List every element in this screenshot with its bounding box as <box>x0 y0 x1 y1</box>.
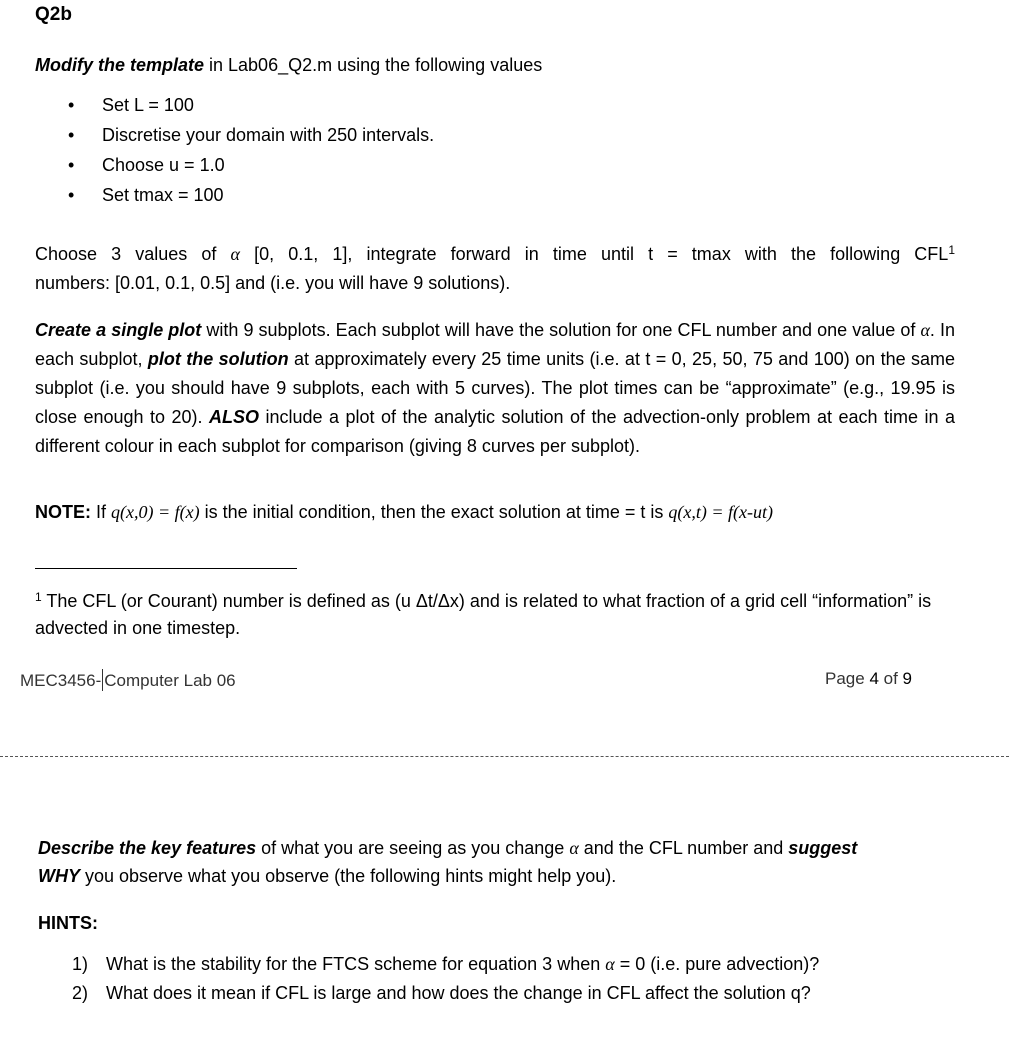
paragraph-line: numbers: [0.01, 0.1, 0.5] and (i.e. you will have 9 solutions). <box>35 273 511 293</box>
note-label: NOTE: <box>35 502 91 522</box>
alpha-symbol: α <box>605 954 615 974</box>
text-run: of what you are seeing as you change <box>256 838 570 858</box>
page-of: of <box>878 669 903 688</box>
text-run: What is the stability for the FTCS scheme for equation 3 when <box>106 954 606 974</box>
math-expression: q(x,0) = f(x) <box>111 502 200 522</box>
page-footer-course <box>20 669 236 691</box>
hint-number: 1) <box>72 954 89 974</box>
bullet-icon: • <box>68 185 75 205</box>
text-run: with 9 subplots. Each subplot will have the solution for one CFL number and one value of <box>201 320 921 340</box>
bullet-item: Set L = 100 <box>102 95 194 115</box>
footnote-marker: 1 <box>35 590 42 604</box>
intro-text: in Lab06_Q2.m using the following values <box>204 55 543 75</box>
emphasis-text: ALSO <box>209 407 260 427</box>
footnote-separator <box>35 568 297 569</box>
text-run: = 0 (i.e. pure advection)? <box>614 954 820 974</box>
page-current: 4 <box>869 669 879 688</box>
emphasis-text: plot the solution <box>147 349 289 369</box>
text-run: is the initial condition, then the exact solution at time = t is <box>199 502 669 522</box>
footnote-marker: 1 <box>948 243 956 257</box>
emphasis-text: Describe the key features <box>38 838 257 858</box>
emphasis-text: Create a single plot <box>35 320 202 340</box>
text-run: Choose 3 values of <box>35 244 231 264</box>
intro-emphasis: Modify the template <box>35 55 205 75</box>
hint-number: 2) <box>72 983 89 1003</box>
paragraph-line <box>35 236 955 269</box>
bullet-icon: • <box>68 125 75 145</box>
text-run: you observe what you observe (the following hints might help you). <box>80 866 617 886</box>
question-label: Q2b <box>35 4 72 25</box>
course-code: MEC3456 <box>20 671 96 690</box>
text-run: and the CFL number and <box>578 838 789 858</box>
bullet-item: Set tmax = 100 <box>102 185 224 205</box>
page-number <box>825 669 912 689</box>
page-total: 9 <box>902 669 912 688</box>
hints-heading: HINTS: <box>38 913 98 933</box>
text-run: . In each subplot, <box>35 320 955 369</box>
lab-title: Computer Lab 06 <box>104 671 236 690</box>
text-run: at approximately every 25 time units (i.e. at t = 0, 25, 50, 75 and 100) on the same subplot (i.e. you should have 9 subplots, each with 5 curves). The plot times can be “approximate” (e.g., 19.95 is close enough to 20). <box>35 349 955 427</box>
bullet-item: Choose u = 1.0 <box>102 155 225 175</box>
emphasis-text: suggest <box>788 838 858 858</box>
alpha-symbol: α <box>230 244 240 264</box>
emphasis-text: WHY <box>38 866 80 886</box>
bullet-icon: • <box>68 155 75 175</box>
bullet-item: Discretise your domain with 250 intervals. <box>102 125 435 145</box>
text-run: [0, 0.1, 1], integrate forward in time until t = tmax with the following CFL <box>239 244 949 264</box>
paragraph-alpha-cfl <box>35 236 955 298</box>
math-expression: q(x,t) = f(x-ut) <box>668 502 773 522</box>
alpha-symbol: α <box>569 838 579 858</box>
footer-dash: - <box>95 671 102 690</box>
page-break-line <box>0 756 1009 757</box>
footnote <box>35 584 940 642</box>
paragraph-plot-instructions <box>35 316 955 461</box>
alpha-symbol: α <box>920 320 930 340</box>
intro-line <box>35 55 542 76</box>
hint-item: What does it mean if CFL is large and how does the change in CFL affect the solution q? <box>106 983 811 1003</box>
describe-paragraph <box>38 834 943 890</box>
note-line <box>35 502 773 523</box>
footnote-text: The CFL (or Courant) number is defined as (u Δt/Δx) and is related to what fraction of a grid cell “information” is advected in one timestep. <box>35 591 932 638</box>
bullet-icon: • <box>68 95 75 115</box>
text-run: include a plot of the analytic solution of the advection-only problem at each time in a different colour in each subplot for comparison (giving 8 curves per subplot). <box>35 407 955 456</box>
hint-item <box>106 954 819 975</box>
page-word: Page <box>825 669 870 688</box>
text-run: If <box>91 502 112 522</box>
